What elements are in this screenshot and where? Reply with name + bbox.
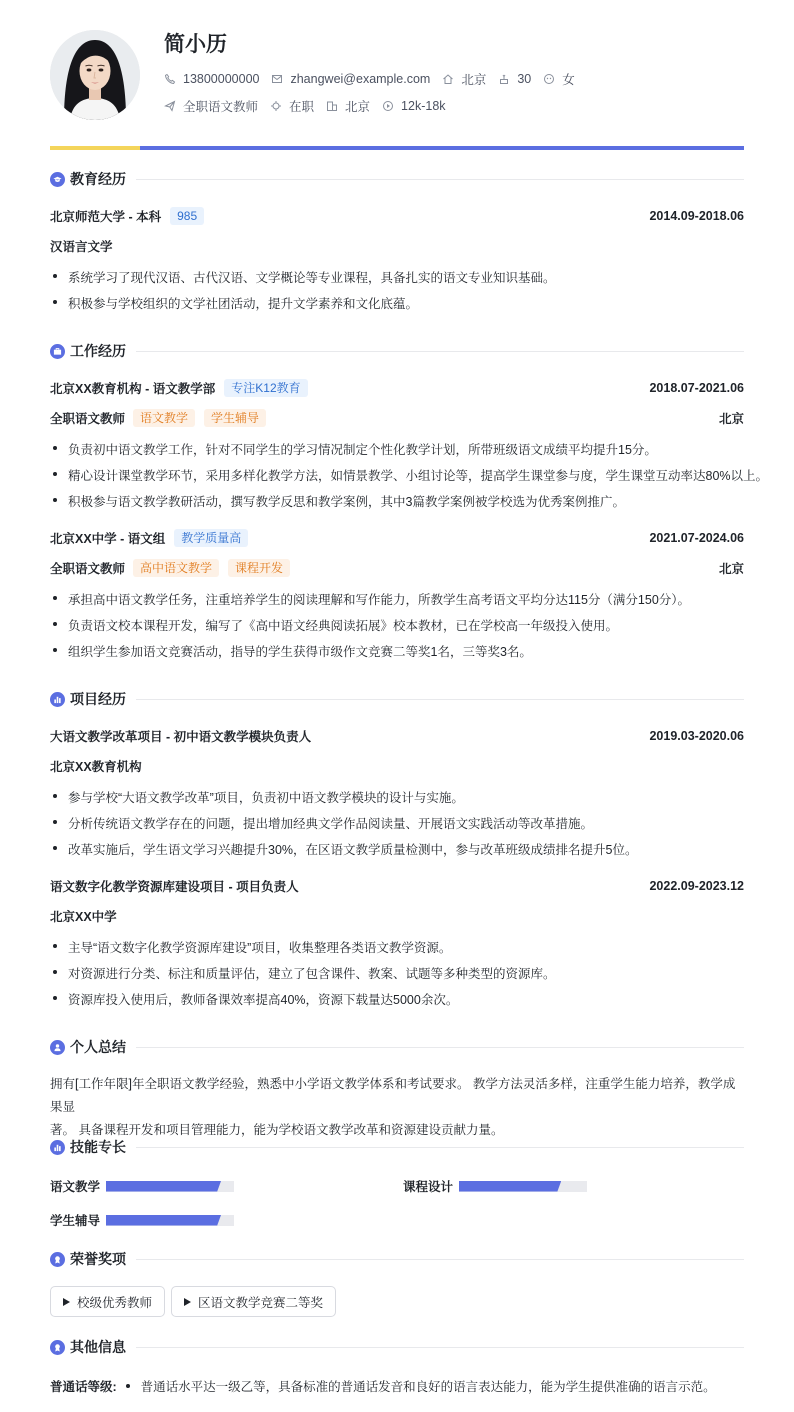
summary-line: 著。 具备课程开发和项目管理能力，能为学校语文教学改革和资源建设贡献力量。 [50, 1123, 504, 1137]
city-text: 北京 [345, 100, 371, 114]
school-tag: 985 [170, 207, 204, 225]
honor-badge [171, 1286, 336, 1317]
education-entry-header [50, 207, 744, 225]
list-item: 分析传统语文教学存在的问题，提出增加经典文学作品阅读量、开展语文实践活动等改革措施。 [50, 814, 750, 832]
section-title-honors: 荣誉奖项 [70, 1251, 126, 1267]
project-title: 大语文教学改革项目 - 初中语文教学模块负责人 [50, 730, 312, 744]
location-item [442, 70, 486, 88]
work-date: 2021.07-2024.06 [649, 531, 744, 545]
section-rule [136, 1147, 744, 1148]
play-icon [63, 1298, 70, 1306]
home-icon [442, 73, 454, 85]
position-name: 全职语文教师 [50, 562, 126, 576]
send-icon [164, 100, 176, 112]
section-rule [136, 351, 744, 352]
work-date: 2018.07-2021.06 [649, 381, 744, 395]
graduation-cap-icon [50, 172, 65, 187]
project-date: 2019.03-2020.06 [649, 729, 744, 743]
honor-text: 区语文教学竞赛二等奖 [198, 1295, 324, 1310]
skill-bar [106, 1181, 234, 1192]
company-name: 北京XX中学 - 语文组 [50, 532, 166, 546]
section-title-education: 教育经历 [70, 171, 126, 187]
city-item [326, 97, 370, 115]
gender-icon [543, 73, 555, 85]
section-title-work: 工作经历 [70, 343, 126, 359]
skill-bar-fill [106, 1215, 221, 1226]
summary-line: 拥有[工作年限]年全职语文教学经验，熟悉中小学语文教学体系和考试要求。 教学方法灵活多样，注重学生能力培养，教学成果显 [50, 1077, 736, 1114]
briefcase-icon [50, 344, 65, 359]
section-rule [136, 1259, 744, 1260]
email-item [271, 72, 430, 86]
section-honors [50, 1250, 744, 1268]
position-text: 全职语文教师 [183, 100, 259, 114]
location-text: 北京 [461, 73, 487, 87]
list-item: 系统学习了现代汉语、古代汉语、文学概论等专业课程，具备扎实的语文专业知识基础。 [50, 268, 750, 286]
other-info-item [50, 1377, 716, 1395]
company-tag: 专注K12教育 [224, 379, 307, 397]
phone-item [164, 72, 259, 86]
project-org: 北京XX教育机构 [50, 760, 142, 774]
age-text: 30 [517, 72, 532, 86]
work-position-row [50, 409, 744, 427]
work-city: 北京 [718, 412, 744, 426]
honor-text: 校级优秀教师 [77, 1295, 153, 1310]
education-date: 2014.09-2018.06 [649, 209, 744, 223]
play-icon [184, 1298, 191, 1306]
salary-icon [382, 100, 394, 112]
status-text: 在职 [289, 100, 315, 114]
skill-bar [459, 1181, 587, 1192]
skill-tag: 语文教学 [133, 409, 195, 427]
skill-name: 课程设计 [403, 1180, 454, 1194]
section-rule [136, 1047, 744, 1048]
gender-text: 女 [562, 73, 575, 87]
header-divider [50, 146, 744, 150]
job-intent-row [164, 97, 458, 115]
email-text: zhangwei@example.com [290, 72, 431, 86]
phone-icon [164, 73, 176, 85]
skill-bar-fill [106, 1181, 221, 1192]
salary-item [382, 99, 445, 113]
skill-bar [106, 1215, 234, 1226]
list-item: 积极参与学校组织的文学社团活动，提升文学素养和文化底蕴。 [50, 294, 750, 312]
section-title-summary: 个人总结 [70, 1039, 126, 1055]
skill-tag: 高中语文教学 [133, 559, 219, 577]
work-entry-header [50, 529, 744, 547]
user-icon [50, 1040, 65, 1055]
honor-badge [50, 1286, 165, 1317]
chart-bars-icon [50, 692, 65, 707]
work-entry-header [50, 379, 744, 397]
section-project [50, 690, 744, 708]
summary-text [50, 1073, 744, 1142]
project-entry-header [50, 727, 744, 745]
contact-row [164, 70, 587, 88]
company-name: 北京XX教育机构 - 语文教学部 [50, 382, 216, 396]
other-info-value: 普通话水平达一级乙等，具备标准的普通话发音和良好的语言表达能力，能为学生提供准确的语言示范。 [140, 1380, 716, 1394]
status-icon [270, 100, 282, 112]
phone-text: 13800000000 [183, 72, 260, 86]
project-org-row [50, 907, 744, 925]
divider-accent-blue [140, 146, 744, 150]
age-item [498, 72, 531, 86]
section-work [50, 342, 744, 360]
section-rule [136, 1347, 744, 1348]
section-education [50, 170, 744, 188]
list-item: 组织学生参加语文竞赛活动，指导的学生获得市级作文竞赛二等奖1名，三等奖3名。 [50, 642, 750, 660]
resume-header [50, 28, 744, 128]
project-title: 语文数字化教学资源库建设项目 - 项目负责人 [50, 880, 299, 894]
email-icon [271, 73, 283, 85]
education-major-row [50, 237, 744, 255]
section-title-other: 其他信息 [70, 1339, 126, 1355]
chart-bars-icon [50, 1140, 65, 1155]
divider-accent-yellow [50, 146, 140, 150]
list-item: 参与学校“大语文教学改革”项目，负责初中语文教学模块的设计与实施。 [50, 788, 750, 806]
position-item [164, 97, 258, 115]
other-info-label: 普通话等级: [50, 1380, 117, 1394]
building-icon [326, 100, 338, 112]
section-summary [50, 1038, 744, 1056]
project-org: 北京XX中学 [50, 910, 117, 924]
skill-item [50, 1177, 234, 1195]
list-item: 资源库投入使用后，教师备课效率提高40%，资源下载量达5000余次。 [50, 990, 750, 1008]
salary-text: 12k-18k [401, 99, 446, 113]
section-title-project: 项目经历 [70, 691, 126, 707]
skill-tag: 学生辅导 [204, 409, 266, 427]
list-item: 对资源进行分类、标注和质量评估，建立了包含课件、教案、试题等多种类型的资源库。 [50, 964, 750, 982]
work-city: 北京 [718, 562, 744, 576]
section-skills [50, 1138, 744, 1156]
skill-item [403, 1177, 587, 1195]
skill-name: 学生辅导 [50, 1214, 101, 1228]
project-entry-header [50, 877, 744, 895]
section-rule [136, 699, 744, 700]
work-position-row [50, 559, 744, 577]
gender-item [543, 70, 575, 88]
award-icon [50, 1340, 65, 1355]
major-name: 汉语言文学 [50, 240, 113, 254]
skill-bar-fill [459, 1181, 561, 1192]
section-title-skills: 技能专长 [70, 1139, 126, 1155]
list-item: 负责初中语文教学工作，针对不同学生的学习情况制定个性化教学计划，所带班级语文成绩平均提升15分。 [50, 440, 750, 458]
school-name: 北京师范大学 - 本科 [50, 210, 162, 224]
bullet-dot [126, 1384, 130, 1388]
list-item: 精心设计课堂教学环节，采用多样化教学方法，如情景教学、小组讨论等，提高学生课堂参与度，学生课堂互动率达80%以上。 [50, 466, 750, 484]
section-rule [136, 179, 744, 180]
status-item [270, 97, 314, 115]
list-item: 承担高中语文教学任务，注重培养学生的阅读理解和写作能力，所教学生高考语文平均分达115分（满分150分）。 [50, 590, 750, 608]
section-other [50, 1338, 744, 1356]
list-item: 改革实施后，学生语文学习兴趣提升30%，在区语文教学质量检测中，参与改革班级成绩排名提升5位。 [50, 840, 750, 858]
project-org-row [50, 757, 744, 775]
company-tag: 教学质量高 [174, 529, 248, 547]
candidate-name: 简小历 [164, 33, 227, 56]
skill-tag: 课程开发 [228, 559, 290, 577]
list-item: 负责语文校本课程开发，编写了《高中语文经典阅读拓展》校本教材，已在学校高一年级投入使用。 [50, 616, 750, 634]
award-icon [50, 1252, 65, 1267]
avatar [50, 30, 140, 120]
skill-name: 语文教学 [50, 1180, 101, 1194]
skill-item [50, 1211, 234, 1229]
age-icon [498, 73, 510, 85]
list-item: 积极参与语文教学教研活动，撰写教学反思和教学案例，其中3篇教学案例被学校选为优秀案例推广。 [50, 492, 750, 510]
position-name: 全职语文教师 [50, 412, 126, 426]
project-date: 2022.09-2023.12 [649, 879, 744, 893]
list-item: 主导“语文数字化教学资源库建设”项目，收集整理各类语文教学资源。 [50, 938, 750, 956]
